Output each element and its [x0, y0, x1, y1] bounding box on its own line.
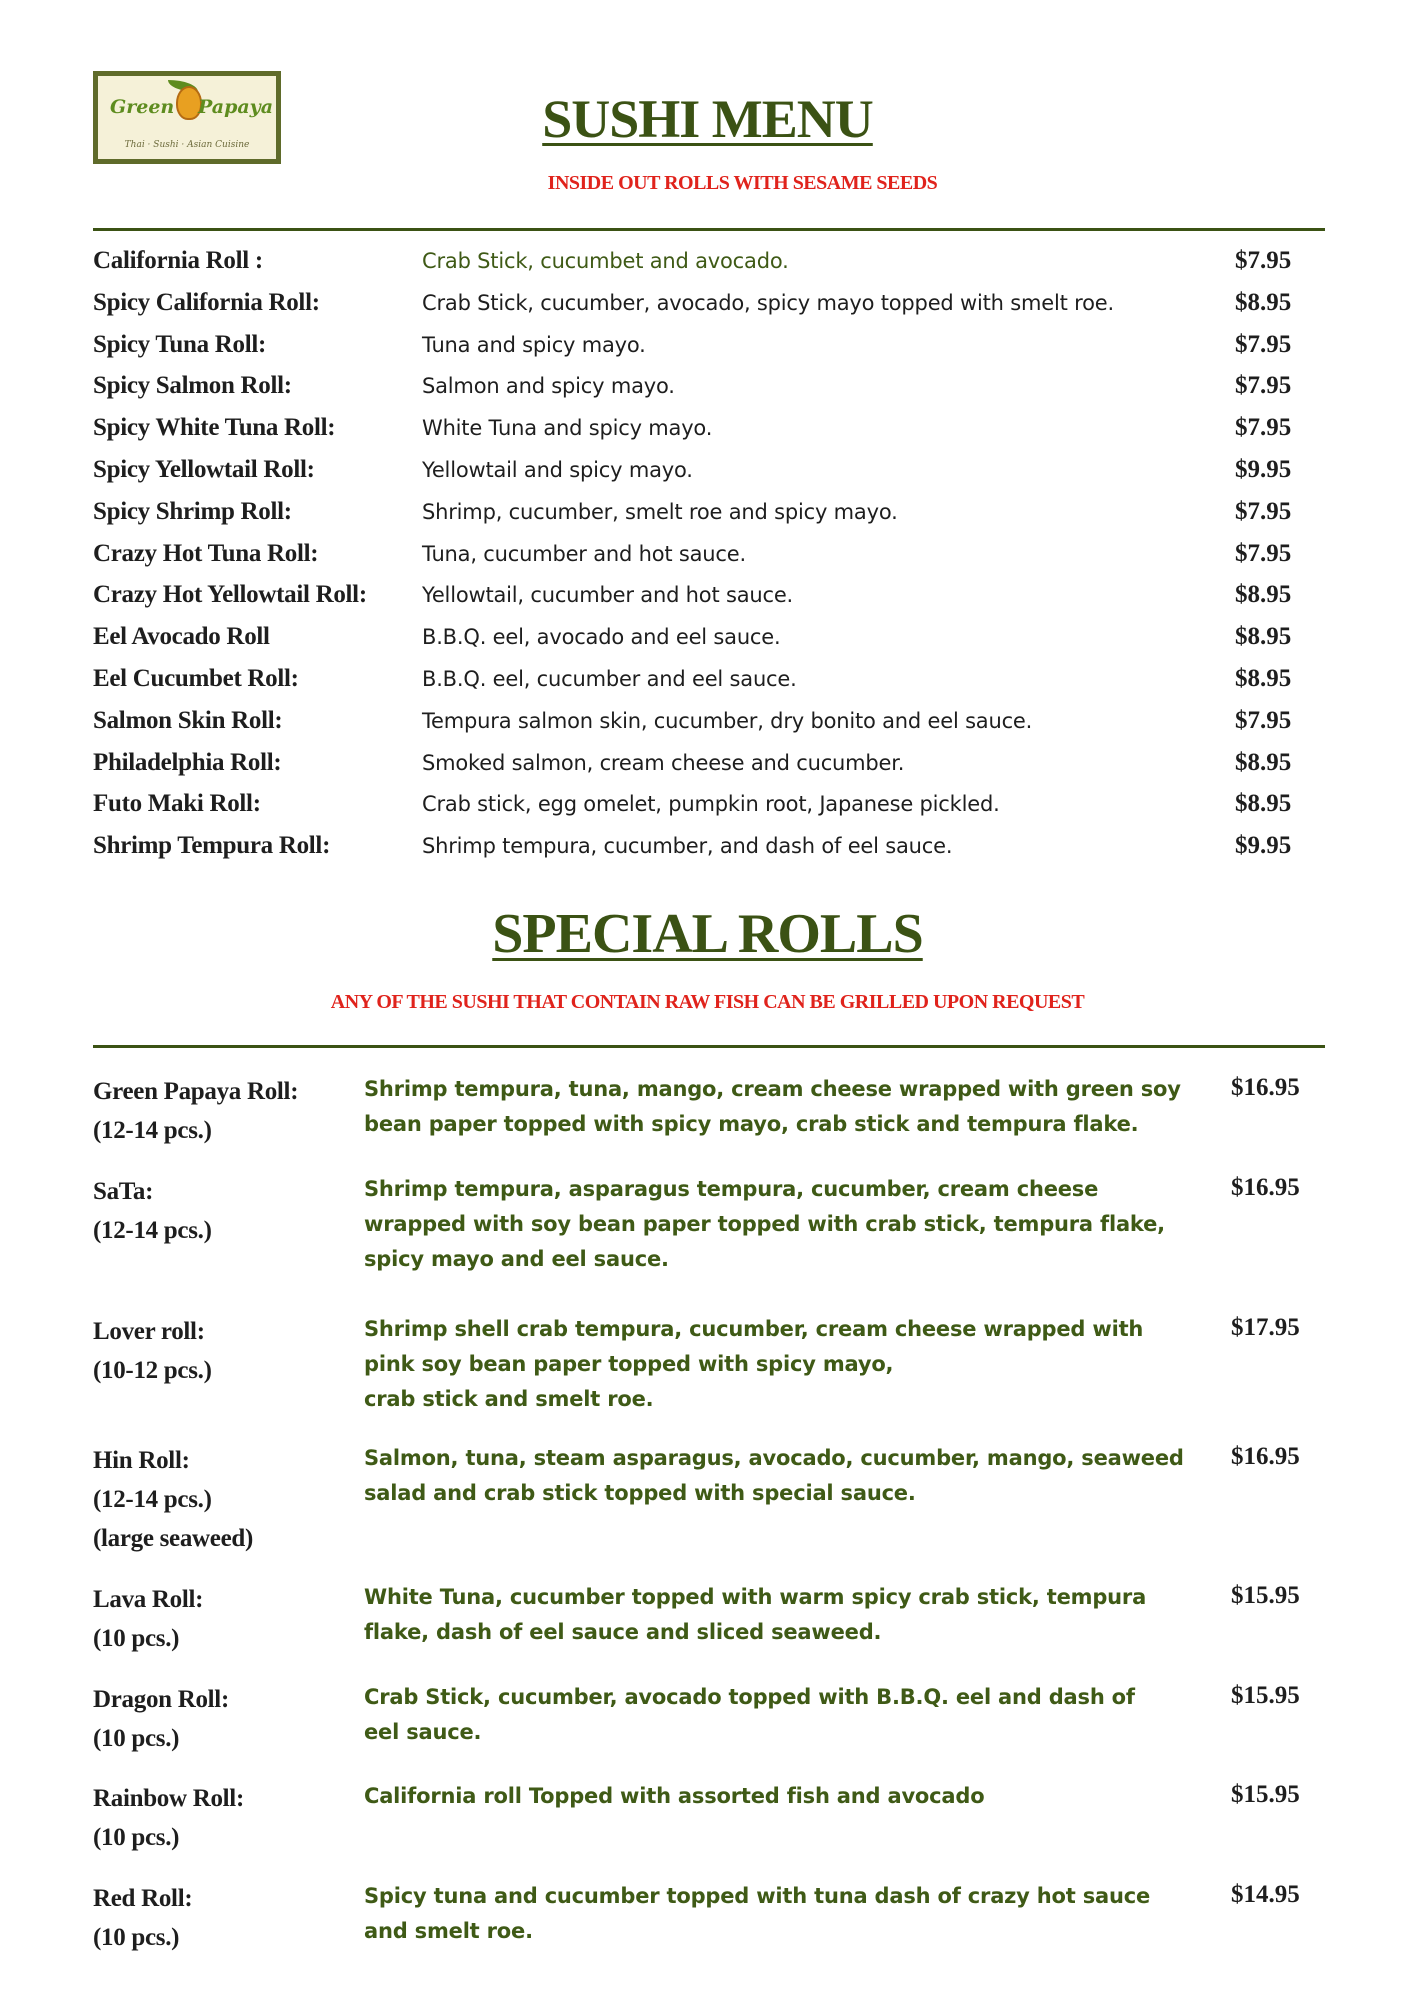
description-line: Salmon, tuna, steam asparagus, avocado, cucumber, mango, seaweed	[364, 1446, 1184, 1470]
menu-item-price: $7.95	[1235, 247, 1292, 274]
special-roll-item	[93, 1879, 1333, 1979]
menu-item-name: Spicy California Roll:	[93, 288, 320, 316]
menu-item-description: Tuna, cucumber and hot sauce.	[422, 541, 746, 566]
special-roll-price: $15.95	[1231, 1781, 1300, 1808]
special-roll-price: $16.95	[1231, 1174, 1300, 1201]
special-roll-description	[364, 1779, 1194, 1814]
special-roll-item	[93, 1172, 1333, 1312]
section-divider	[93, 1045, 1325, 1048]
description-line: White Tuna, cucumber topped with warm spicy crab stick, tempura	[364, 1585, 1147, 1609]
menu-item	[93, 790, 1333, 832]
special-rolls-title: SPECIAL ROLLS	[492, 903, 923, 965]
menu-item-price: $8.95	[1235, 790, 1292, 818]
menu-item-name: Crazy Hot Yellowtail Roll:	[93, 581, 367, 609]
special-roll-title: Red Roll:	[93, 1885, 193, 1912]
menu-item	[93, 665, 1333, 707]
special-roll-name	[93, 1441, 253, 1558]
description-line: California roll Topped with assorted fish and avocado	[364, 1784, 985, 1808]
description-line: eel sauce.	[364, 1720, 482, 1744]
menu-item-price: $8.95	[1235, 288, 1292, 316]
menu-item-price: $8.95	[1235, 623, 1292, 651]
description-line: crab stick and smelt roe.	[364, 1387, 654, 1411]
description-line: Shrimp tempura, tuna, mango, cream cheese wrapped with green soy	[364, 1077, 1181, 1101]
menu-item-name: Spicy White Tuna Roll:	[93, 414, 336, 442]
menu-item	[93, 247, 1333, 289]
menu-item-price: $7.95	[1235, 497, 1292, 525]
menu-item-description: Yellowtail and spicy mayo.	[422, 457, 693, 482]
menu-item-name: California Roll :	[93, 247, 263, 274]
menu-item	[93, 289, 1333, 331]
description-line: Spicy tuna and cucumber topped with tuna dash of crazy hot sauce	[364, 1884, 1151, 1908]
menu-item	[93, 540, 1333, 582]
special-roll-item	[93, 1441, 1333, 1580]
description-line: Shrimp tempura, asparagus tempura, cucumber, cream cheese	[364, 1177, 1099, 1201]
special-roll-item	[93, 1779, 1333, 1879]
menu-item-name: Spicy Salmon Roll:	[93, 372, 292, 400]
menu-item-price: $8.95	[1235, 664, 1292, 692]
special-roll-title: Dragon Roll:	[93, 1686, 229, 1713]
special-roll-price: $15.95	[1231, 1682, 1300, 1709]
description-line: bean paper topped with spicy mayo, crab stick and tempura flake.	[364, 1112, 1139, 1136]
menu-item-name: Shrimp Tempura Roll:	[93, 832, 331, 860]
description-line: salad and crab stick topped with special sauce.	[364, 1481, 916, 1505]
special-roll-title: Lava Roll:	[93, 1586, 204, 1613]
menu-item	[93, 623, 1333, 665]
special-roll-name	[93, 1172, 212, 1250]
menu-item-price: $9.95	[1235, 455, 1292, 483]
menu-item-price: $8.95	[1235, 748, 1292, 776]
menu-item-description: B.B.Q. eel, cucumber and eel sauce.	[422, 666, 797, 691]
menu-item	[93, 414, 1333, 456]
logo-word-papaya: Papaya	[198, 96, 274, 118]
special-roll-name	[93, 1680, 229, 1758]
menu-item-description: B.B.Q. eel, avocado and eel sauce.	[422, 625, 781, 650]
special-roll-title: Hin Roll:	[93, 1447, 190, 1474]
special-roll-price: $14.95	[1231, 1881, 1300, 1908]
special-roll-title: SaTa:	[93, 1178, 154, 1205]
special-roll-title: Green Papaya Roll:	[93, 1078, 299, 1105]
sushi-menu-title: SUSHI MENU	[542, 89, 873, 149]
special-roll-piece-count: (12-14 pcs.)	[93, 1486, 212, 1513]
menu-item-description: Tuna and spicy mayo.	[422, 332, 646, 357]
menu-item-price: $7.95	[1235, 372, 1292, 400]
menu-item-description: Smoked salmon, cream cheese and cucumber.	[422, 750, 905, 775]
menu-item-description: Crab Stick, cucumbet and avocado.	[422, 249, 789, 273]
menu-item	[93, 581, 1333, 623]
menu-item	[93, 331, 1333, 373]
menu-item	[93, 707, 1333, 749]
special-roll-description	[364, 1879, 1194, 1949]
special-roll-piece-count: (12-14 pcs.)	[93, 1117, 212, 1144]
special-roll-piece-count: (10 pcs.)	[93, 1725, 180, 1752]
special-roll-description	[364, 1312, 1194, 1417]
special-roll-description	[364, 1680, 1194, 1750]
menu-item	[93, 498, 1333, 540]
special-roll-title: Rainbow Roll:	[93, 1785, 244, 1812]
special-roll-name	[93, 1779, 244, 1857]
special-roll-piece-count: (10 pcs.)	[93, 1625, 180, 1652]
menu-item-description: Yellowtail, cucumber and hot sauce.	[422, 583, 794, 608]
menu-item-price: $7.95	[1235, 539, 1292, 567]
special-roll-piece-count: (10 pcs.)	[93, 1824, 180, 1851]
menu-item-price: $7.95	[1235, 414, 1292, 442]
description-line: wrapped with soy bean paper topped with crab stick, tempura flake,	[364, 1212, 1165, 1236]
menu-item-name: Spicy Tuna Roll:	[93, 330, 267, 358]
special-roll-description	[364, 1072, 1194, 1142]
special-roll-piece-count: (10 pcs.)	[93, 1924, 180, 1951]
description-line: pink soy bean paper topped with spicy mayo,	[364, 1352, 894, 1376]
menu-item-description: Shrimp, cucumber, smelt roe and spicy mayo.	[422, 499, 898, 524]
special-roll-name	[93, 1580, 203, 1658]
special-roll-item	[93, 1312, 1333, 1441]
menu-item	[93, 372, 1333, 414]
menu-item-description: White Tuna and spicy mayo.	[422, 416, 713, 441]
menu-item-price: $7.95	[1235, 706, 1292, 734]
special-roll-name	[93, 1312, 212, 1390]
menu-item-name: Salmon Skin Roll:	[93, 706, 283, 734]
menu-item-price: $7.95	[1235, 330, 1292, 358]
special-roll-piece-count: (10-12 pcs.)	[93, 1357, 212, 1384]
menu-item-name: Spicy Yellowtail Roll:	[93, 455, 315, 483]
menu-item	[93, 832, 1333, 874]
logo-tagline: Thai · Sushi · Asian Cuisine	[124, 140, 250, 150]
section-divider	[93, 228, 1325, 231]
sushi-roll-list	[93, 247, 1333, 874]
special-roll-price: $16.95	[1231, 1074, 1300, 1101]
menu-item-description: Salmon and spicy mayo.	[422, 374, 675, 399]
menu-item-description: Crab stick, egg omelet, pumpkin root, Japanese pickled.	[422, 792, 1000, 817]
menu-item-price: $8.95	[1235, 581, 1292, 609]
special-roll-piece-count: (12-14 pcs.)	[93, 1217, 212, 1244]
special-roll-price: $15.95	[1231, 1582, 1300, 1609]
description-line: Crab Stick, cucumber, avocado topped with B.B.Q. eel and dash of	[364, 1685, 1135, 1709]
special-roll-title: Lover roll:	[93, 1318, 205, 1345]
menu-item-name: Eel Avocado Roll	[93, 623, 270, 651]
special-roll-name	[93, 1072, 298, 1150]
description-line: and smelt roe.	[364, 1919, 533, 1943]
special-roll-description	[364, 1441, 1194, 1511]
menu-item-name: Eel Cucumbet Roll:	[93, 664, 299, 692]
special-rolls-subtitle: ANY OF THE SUSHI THAT CONTAIN RAW FISH CAN BE GRILLED UPON REQUEST	[330, 991, 1085, 1013]
menu-item-description: Crab Stick, cucumber, avocado, spicy mayo topped with smelt roe.	[422, 290, 1114, 315]
special-roll-description	[364, 1172, 1194, 1277]
description-line: flake, dash of eel sauce and sliced seaweed.	[364, 1620, 882, 1644]
special-roll-piece-count: (large seaweed)	[93, 1525, 254, 1552]
special-roll-name	[93, 1879, 192, 1957]
menu-item-name: Crazy Hot Tuna Roll:	[93, 539, 319, 567]
special-roll-item	[93, 1072, 1333, 1172]
menu-item	[93, 749, 1333, 791]
menu-item-name: Philadelphia Roll:	[93, 748, 282, 776]
special-roll-price: $17.95	[1231, 1314, 1300, 1341]
sushi-menu-subtitle: INSIDE OUT ROLLS WITH SESAME SEEDS	[547, 172, 938, 194]
special-roll-list	[93, 1072, 1333, 1979]
logo-word-green: Green	[110, 96, 175, 118]
menu-item-name: Futo Maki Roll:	[93, 790, 261, 818]
menu-item-description: Tempura salmon skin, cucumber, dry bonito and eel sauce.	[422, 708, 1033, 733]
menu-item	[93, 456, 1333, 498]
description-line: Shrimp shell crab tempura, cucumber, cream cheese wrapped with	[364, 1317, 1144, 1341]
menu-item-name: Spicy Shrimp Roll:	[93, 497, 292, 525]
special-roll-description	[364, 1580, 1194, 1650]
special-roll-item	[93, 1680, 1333, 1779]
special-roll-price: $16.95	[1231, 1443, 1300, 1470]
special-roll-item	[93, 1580, 1333, 1680]
menu-item-description: Shrimp tempura, cucumber, and dash of eel sauce.	[422, 834, 953, 859]
description-line: spicy mayo and eel sauce.	[364, 1247, 669, 1271]
menu-item-price: $9.95	[1235, 832, 1292, 860]
